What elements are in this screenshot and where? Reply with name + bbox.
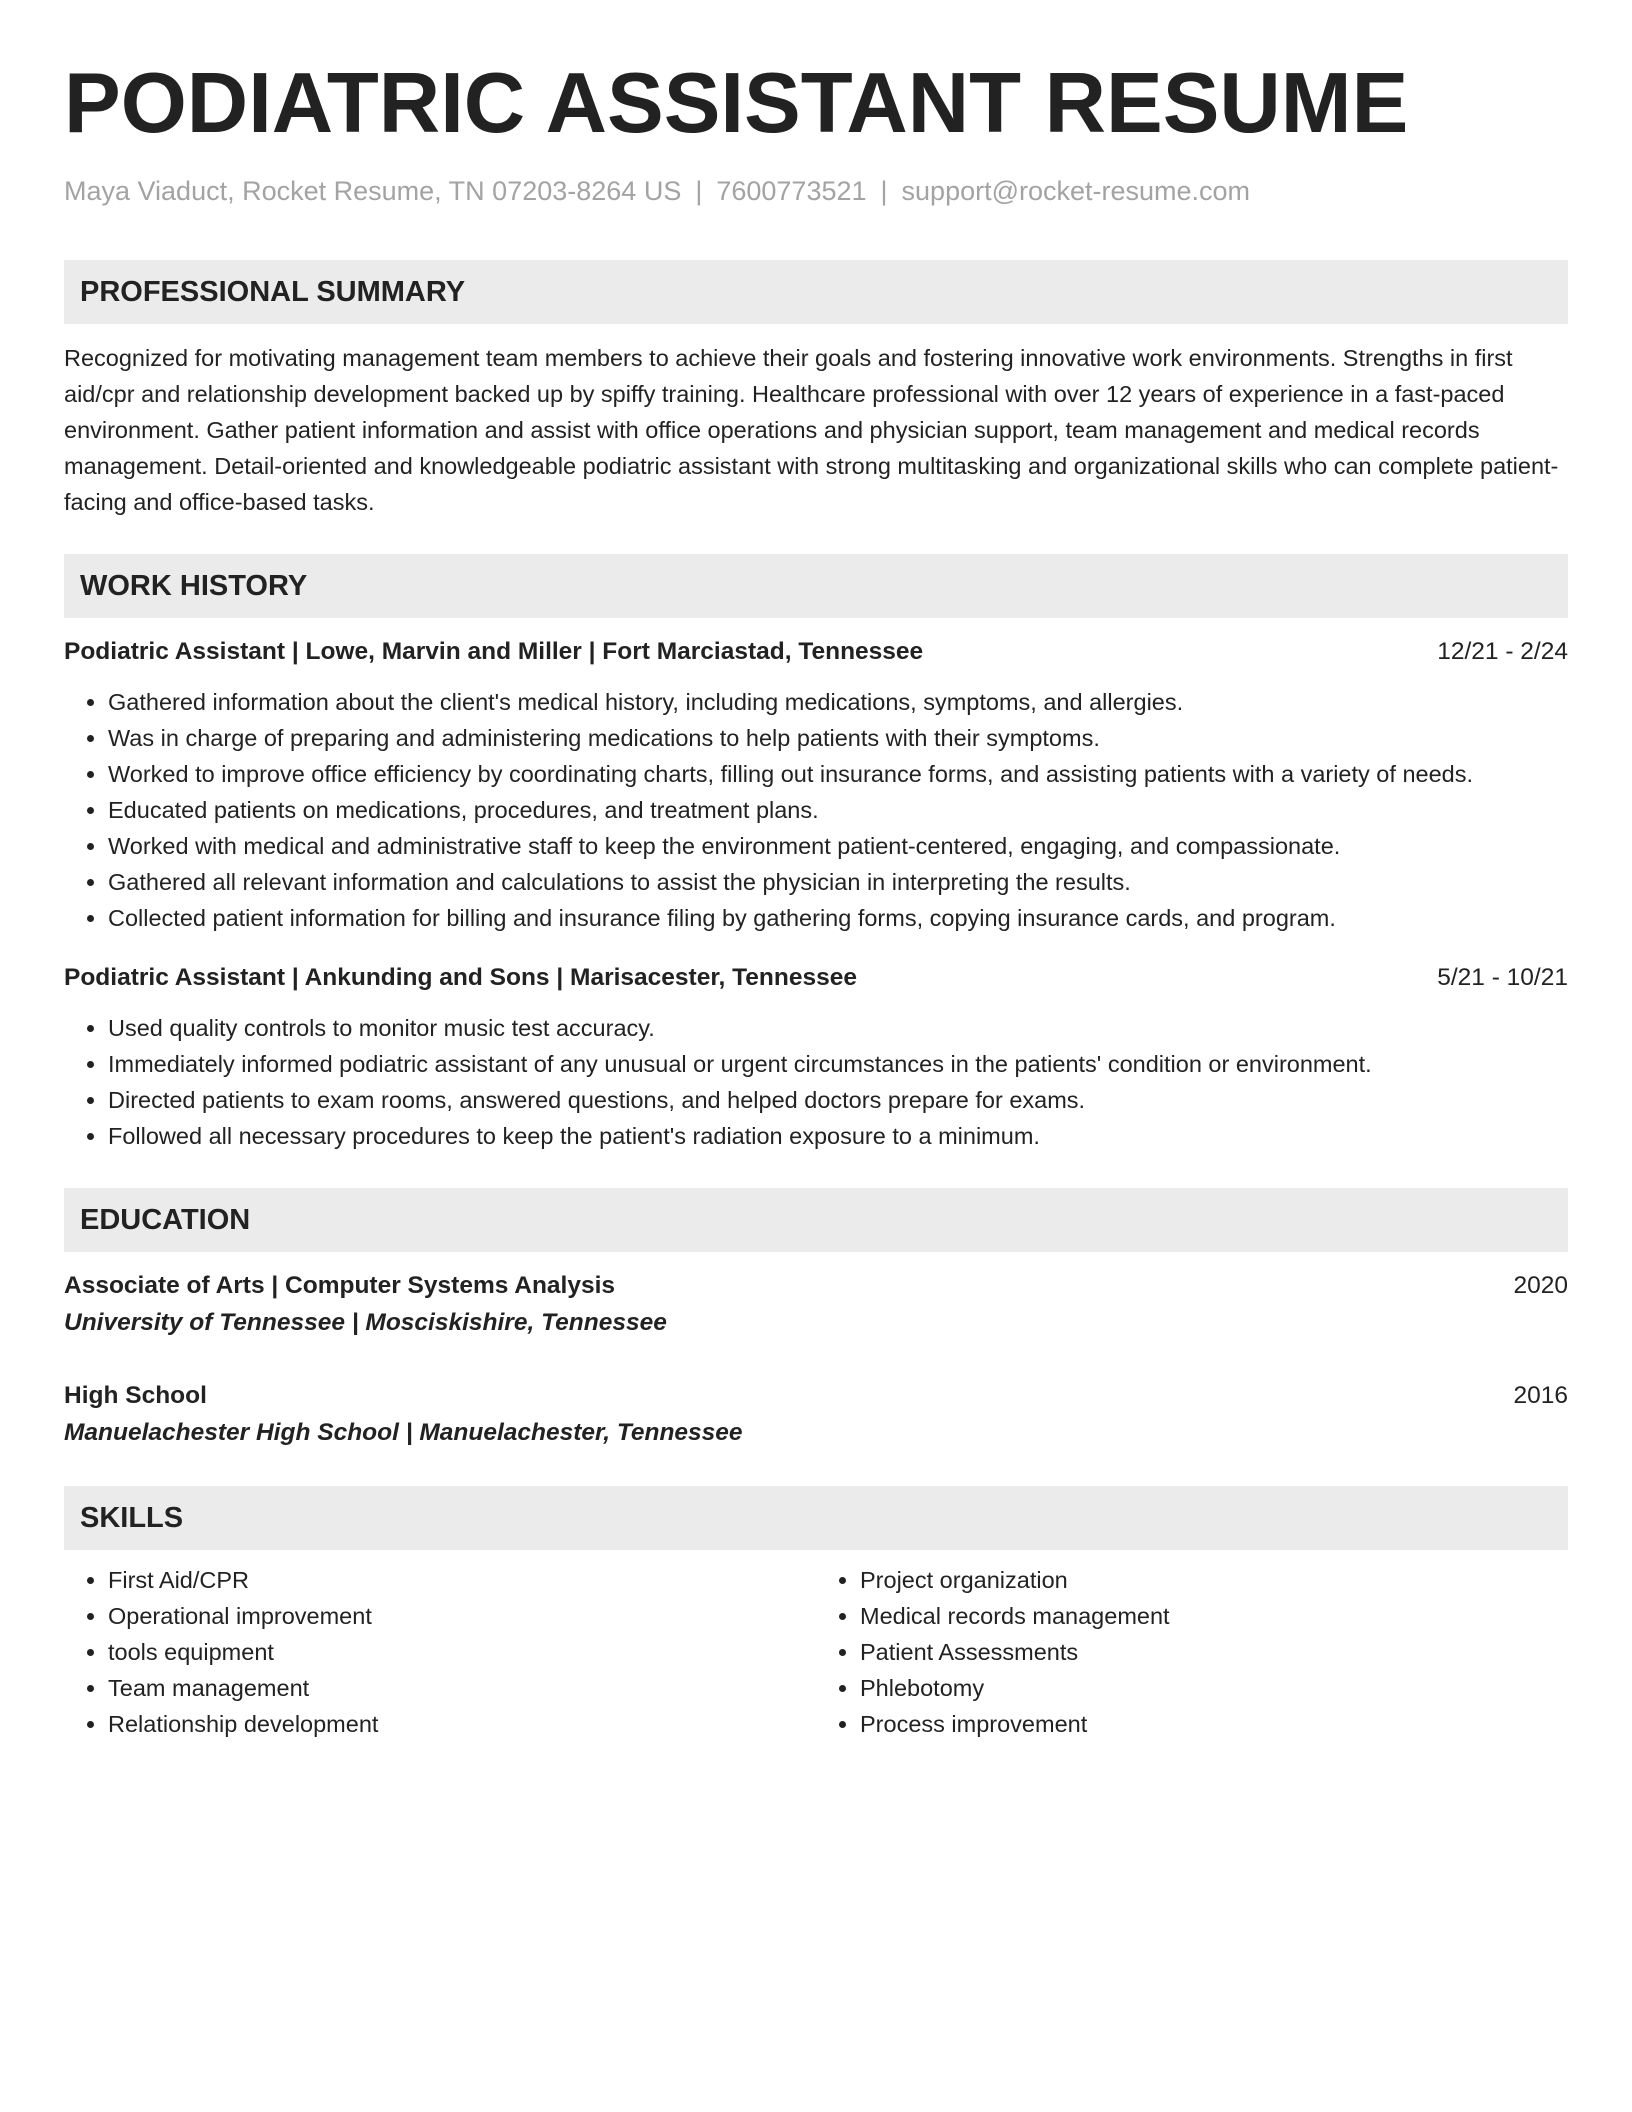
section-heading-summary: PROFESSIONAL SUMMARY: [64, 260, 1568, 324]
education-degree: Associate of Arts | Computer Systems Analysis: [64, 1272, 616, 1299]
skill-item: • Medical records management: [860, 1598, 1568, 1634]
job-bullet: • Educated patients on medications, procedures, and treatment plans.: [108, 792, 1568, 828]
education-header: [64, 1378, 1568, 1414]
skill-item: • Phlebotomy: [860, 1670, 1568, 1706]
job-bullets: [64, 1010, 1568, 1154]
skill-item: • Project organization: [860, 1562, 1568, 1598]
job-bullet: • Directed patients to exam rooms, answered questions, and helped doctors prepare for exams.: [108, 1082, 1568, 1118]
skill-item: • Operational improvement: [108, 1598, 816, 1634]
skill-item: • First Aid/CPR: [108, 1562, 816, 1598]
job-header: [64, 634, 1568, 670]
section-heading-work-history: WORK HISTORY: [64, 554, 1568, 618]
job-entry: [64, 960, 1568, 1154]
education-year: 2016: [1513, 1382, 1568, 1409]
job-bullet: • Was in charge of preparing and administering medications to help patients with their symptoms.: [108, 720, 1568, 756]
skill-item: • Team management: [108, 1670, 816, 1706]
section-heading-skills: SKILLS: [64, 1486, 1568, 1550]
job-bullet: • Immediately informed podiatric assistant of any unusual or urgent circumstances in the patients' condition or environment.: [108, 1046, 1568, 1082]
job-bullet: • Worked with medical and administrative staff to keep the environment patient-centered, engaging, and compassionate.: [108, 828, 1568, 864]
job-bullet: • Gathered all relevant information and calculations to assist the physician in interpreting the results.: [108, 864, 1568, 900]
contact-address: Maya Viaduct, Rocket Resume, TN 07203-8264 US: [64, 176, 682, 206]
job-bullet: • Worked to improve office efficiency by coordinating charts, filling out insurance forms, and assisting patients with a variety of needs.: [108, 756, 1568, 792]
job-bullet: • Collected patient information for billing and insurance filing by gathering forms, copying insurance cards, and program.: [108, 900, 1568, 936]
resume-title: PODIATRIC ASSISTANT RESUME: [64, 56, 1409, 151]
job-bullet: • Gathered information about the client's medical history, including medications, symptoms, and allergies.: [108, 684, 1568, 720]
skill-item: • Process improvement: [860, 1706, 1568, 1742]
education-school: University of Tennessee | Mosciskishire, Tennessee: [64, 1309, 667, 1336]
skill-item: • Relationship development: [108, 1706, 816, 1742]
job-title: Podiatric Assistant | Lowe, Marvin and Miller | Fort Marciastad, Tennessee: [64, 638, 924, 665]
education-header: [64, 1268, 1568, 1304]
job-bullet: • Followed all necessary procedures to keep the patient's radiation exposure to a minimum.: [108, 1118, 1568, 1154]
education-entry: [64, 1268, 1568, 1342]
section-heading-education: EDUCATION: [64, 1188, 1568, 1252]
contact-separator: |: [880, 176, 888, 206]
contact-separator: |: [695, 176, 703, 206]
skills-list-right: [816, 1562, 1568, 1742]
education-degree: High School: [64, 1382, 207, 1409]
education-entry: [64, 1378, 1568, 1452]
job-entry: [64, 634, 1568, 936]
job-bullets: [64, 684, 1568, 936]
job-bullet: • Used quality controls to monitor music test accuracy.: [108, 1010, 1568, 1046]
job-dates: 12/21 - 2/24: [1437, 638, 1568, 665]
job-header: [64, 960, 1568, 996]
skill-item: • Patient Assessments: [860, 1634, 1568, 1670]
job-title: Podiatric Assistant | Ankunding and Sons | Marisacester, Tennessee: [64, 964, 857, 991]
contact-email: support@rocket-resume.com: [901, 176, 1251, 206]
summary-text: Recognized for motivating management team members to achieve their goals and fostering innovative work environments. Strengths in first aid/cpr and relationship development backed up by spiffy training. Healthcare professional with over 12 years of experience in a fast-paced environment. Gather patient information and assist with office operations and physician support, team management and medical records management. Detail-oriented and knowledgeable podiatric assistant with strong multitasking and organizational skills who can complete patient-facing and office-based tasks.: [64, 345, 1559, 515]
education-school: Manuelachester High School | Manuelachester, Tennessee: [64, 1419, 743, 1446]
skills-columns: [64, 1562, 1568, 1742]
skills-list-left: [64, 1562, 816, 1742]
job-dates: 5/21 - 10/21: [1437, 964, 1568, 991]
contact-line: [64, 174, 1568, 208]
skill-item: • tools equipment: [108, 1634, 816, 1670]
contact-phone: 7600773521: [716, 176, 867, 206]
education-year: 2020: [1513, 1272, 1568, 1299]
